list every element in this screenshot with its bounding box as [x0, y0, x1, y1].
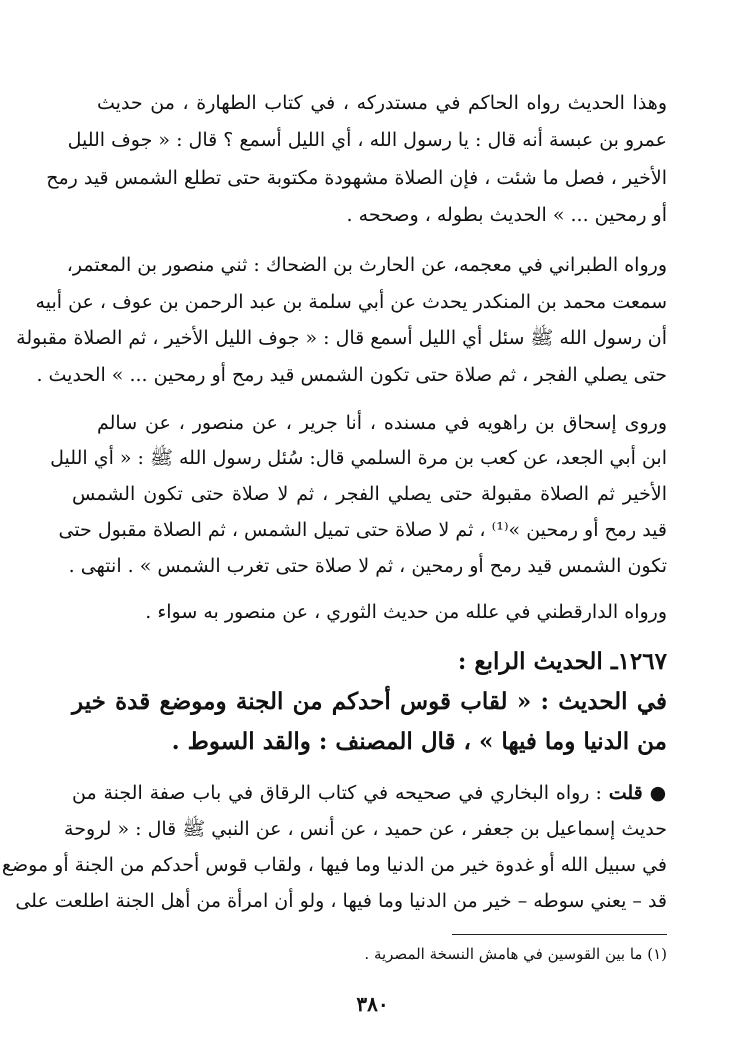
paragraph-5-line-1: [72, 778, 667, 808]
paragraph-3-line-1: وروى إسحاق بن راهويه في مسنده ، أنا جرير ، عن منصور ، عن سالم: [97, 412, 667, 434]
paragraph-2-line-3: أن رسول الله ﷺ سئل أي الليل أسمع قال : « جوف الليل الأخير ، ثم الصلاة مقبولة: [16, 327, 667, 349]
hadith-heading-title: ١٢٦٧ـ الحديث الرابع :: [457, 648, 667, 675]
footnote: (١) ما بين القوسين في هامش النسخة المصرية .: [364, 945, 667, 963]
hadith-heading-line-2: من الدنيا وما فيها » ، قال المصنف : والقد السوط .: [171, 728, 667, 755]
page-number: ٣٨٠: [356, 992, 389, 1016]
paragraph-5-line-2: حديث إسماعيل بن جعفر ، عن حميد ، عن أنس ، عن النبي ﷺ قال : « لروحة: [64, 818, 667, 840]
paragraph-3-line-5: تكون الشمس قيد رمح أو رمحين ، ثم لا صلاة حتى تغرب الشمس » . انتهى .: [68, 555, 667, 577]
paragraph-5-line-3: في سبيل الله أو غدوة خير من الدنيا وما فيها ، ولقاب قوس أحدكم من الجنة أو موضع: [1, 854, 667, 876]
paragraph-5-line-4: قد – يعني سوطه – خير من الدنيا وما فيها ، ولو أن امرأة من أهل الجنة اطلعت على: [15, 890, 667, 912]
bullet-icon: ●: [649, 782, 667, 804]
paragraph-1-line-4: أو رمحين ... » الحديث بطوله ، وصححه .: [346, 204, 667, 226]
paragraph-3-line-4: قيد رمح أو رمحين »⁽¹⁾ ، ثم لا صلاة حتى تميل الشمس ، ثم الصلاة مقبول حتى: [58, 519, 667, 541]
hadith-heading-line-1: في الحديث : « لقاب قوس أحدكم من الجنة وموضع قدة خير: [72, 688, 667, 715]
paragraph-1-line-3: الأخير ، فصل ما شئت ، فإن الصلاة مشهودة مكتوبة حتى تطلع الشمس قيد رمح: [46, 167, 667, 189]
paragraph-2-line-4: حتى يصلي الفجر ، ثم صلاة حتى تكون الشمس قيد رمح أو رمحين ... » الحديث .: [36, 364, 667, 386]
paragraph-2-line-2: سمعت محمد بن المنكدر يحدث عن أبي سلمة بن عبد الرحمن بن عوف ، عن أبيه: [35, 291, 667, 313]
qult-label: قلت: [608, 782, 643, 804]
paragraph-3-line-2: ابن أبي الجعد، عن كعب بن مرة السلمي قال: سُئل رسول الله ﷺ : « أي الليل: [50, 447, 667, 469]
paragraph-4: ورواه الدارقطني في علله من حديث الثوري ، عن منصور به سواء .: [145, 601, 667, 623]
paragraph-1-line-2: عمرو بن عبسة أنه قال : يا رسول الله ، أي الليل أسمع ؟ قال : « جوف الليل: [67, 129, 667, 151]
paragraph-5-line-1-text: : رواه البخاري في صحيحه في كتاب الرقاق في باب صفة الجنة من: [72, 782, 602, 804]
paragraph-3-line-3: الأخير ثم الصلاة مقبولة حتى يصلي الفجر ، ثم لا صلاة حتى تكون الشمس: [72, 483, 667, 505]
paragraph-1-line-1: وهذا الحديث رواه الحاكم في مستدركه ، في كتاب الطهارة ، من حديث: [97, 92, 667, 114]
paragraph-2-line-1: ورواه الطبراني في معجمه، عن الحارث بن الضحاك : ثني منصور بن المعتمر،: [66, 254, 667, 276]
footnote-separator: [452, 934, 667, 935]
